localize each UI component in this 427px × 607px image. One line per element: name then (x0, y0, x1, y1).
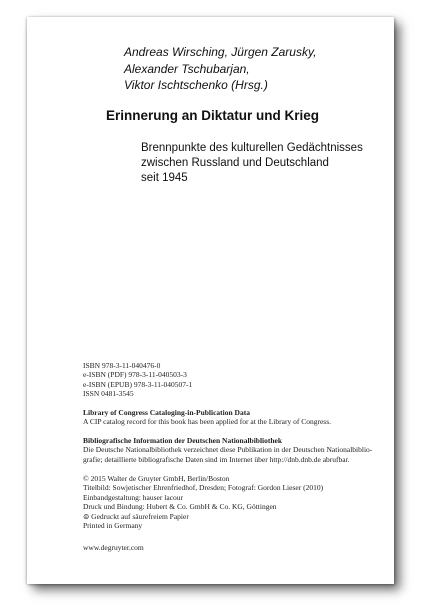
subtitle-line: Brennpunkte des kulturellen Gedächtnisses (141, 142, 363, 154)
dnb-block (83, 436, 372, 464)
loc-text: A CIP catalog record for this book has been applied for at the Library of Congress. (83, 417, 331, 427)
authors (124, 44, 316, 94)
subtitle-line: seit 1945 (141, 172, 188, 184)
copyright-block (83, 474, 323, 530)
isbn-line: e-ISBN (EPUB) 978-3-11-040507-1 (83, 379, 193, 389)
copyright-line: Druck und Bindung: Hubert & Co. GmbH & Co. KG, Göttingen (83, 502, 277, 512)
copyright-line: Titelbild: Sowjetischer Ehrenfriedhof, Dresden; Fotograf: Gordon Lieser (2010) (83, 483, 324, 493)
dnb-heading: Bibliografische Information der Deutschen Nationalbibliothek (83, 436, 283, 445)
isbn-line: ISBN 978-3-11-040476-0 (83, 361, 161, 370)
isbn-line: e-ISBN (PDF) 978-3-11-040503-3 (83, 370, 187, 380)
book-subtitle (141, 141, 363, 186)
publisher-website: www.degruyter.com (83, 543, 144, 552)
loc-heading: Library of Congress Cataloging-in-Publication Data (83, 408, 250, 417)
dnb-line: Die Deutsche Nationalbibliothek verzeichnet diese Publikation in der Deutschen Nationalbiblio- (83, 445, 373, 455)
author-line: Viktor Ischtschenko (Hrsg.) (124, 78, 268, 92)
loc-block (83, 408, 331, 427)
copyright-line: Printed in Germany (83, 521, 143, 531)
isbn-block (83, 361, 192, 399)
copyright-line: ⊜ Gedruckt auf säurefreiem Papier (83, 511, 189, 521)
copyright-line: Einbandgestaltung: hauser lacour (83, 492, 183, 502)
subtitle-line: zwischen Russland und Deutschland (141, 157, 329, 169)
book-title: Erinnerung an Diktatur und Krieg (106, 108, 320, 123)
isbn-line: ISSN 0481-3545 (83, 389, 134, 399)
book-page (27, 17, 394, 584)
author-line: Alexander Tschubarjan, (124, 61, 250, 76)
copyright-line: © 2015 Walter de Gruyter GmbH, Berlin/Boston (83, 474, 230, 483)
dnb-line: grafie; detaillierte bibliografische Daten sind im Internet über http://dnb.dnb.de abrufbar. (83, 454, 350, 464)
author-line: Andreas Wirsching, Jürgen Zarusky, (124, 45, 317, 59)
